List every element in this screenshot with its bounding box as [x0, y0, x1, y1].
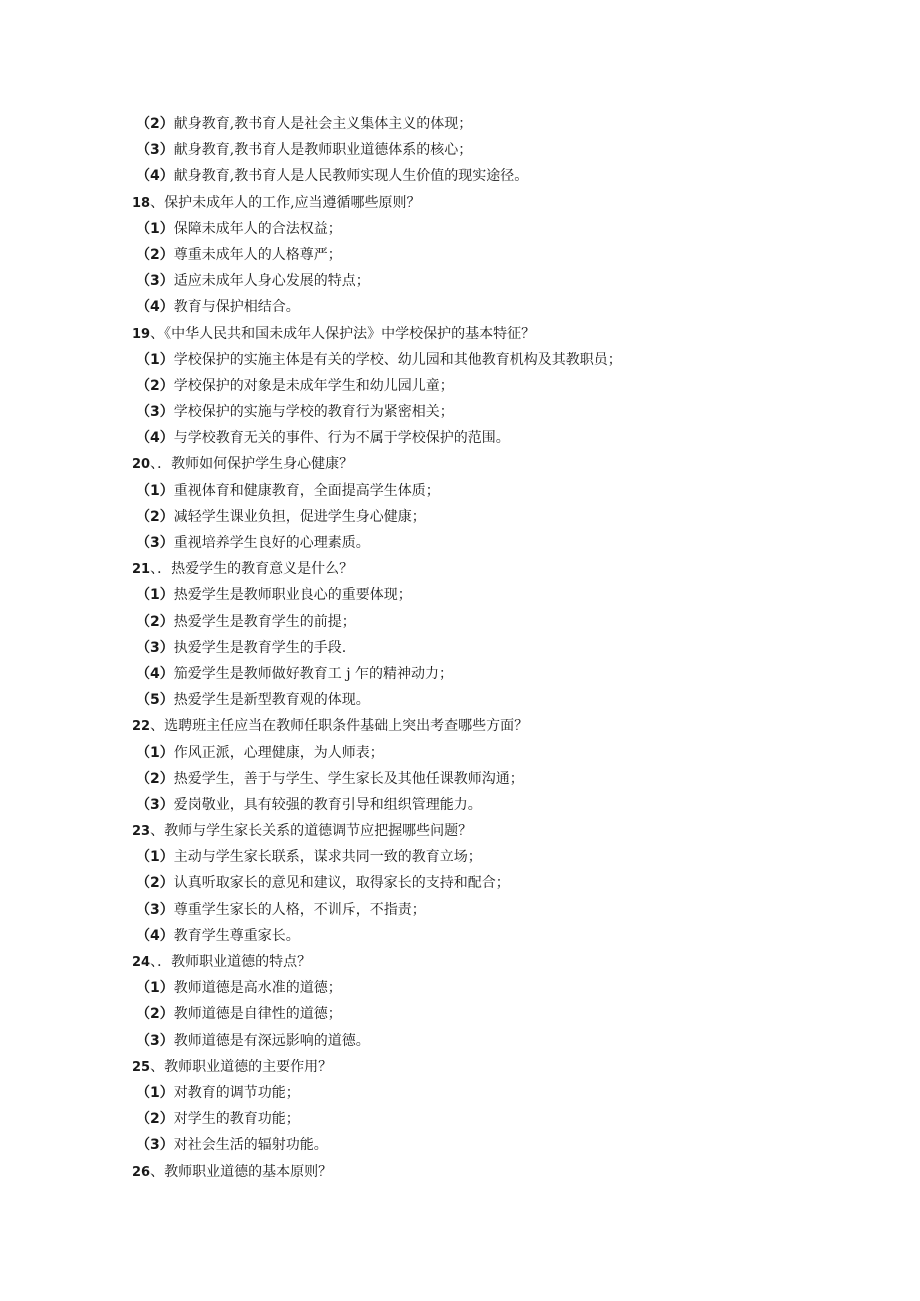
question-line	[132, 713, 832, 739]
item-number: （2）	[136, 770, 174, 787]
item-text: 对社会生活的辐射功能。	[173, 1137, 328, 1154]
question-text: 、《中华人民共和国未成年人保护法》中学校保护的基本特征？	[150, 325, 536, 342]
question-number: 26	[132, 1164, 151, 1180]
item-number: （2）	[136, 1006, 174, 1023]
item-text: 献身教育,教书育人是人民教师实现人生价值的现实途径。	[173, 168, 529, 185]
answer-item	[132, 216, 832, 242]
item-number: （1）	[136, 980, 174, 997]
item-number: （1）	[136, 351, 174, 368]
answer-item	[132, 635, 832, 661]
question-line	[132, 556, 832, 582]
item-text: 对教育的调节功能；	[173, 1084, 300, 1101]
item-text: 与学校教育无关的事件、行为不属于学校保护的范围。	[173, 430, 510, 447]
item-number: （3）	[136, 901, 174, 918]
question-number: 25	[132, 1059, 151, 1075]
question-number: 23	[132, 824, 151, 840]
answer-item	[132, 1106, 832, 1132]
item-number: （2）	[136, 246, 174, 263]
question-text: 、．教师如何保护学生身心健康？	[150, 456, 354, 473]
answer-item	[132, 870, 832, 896]
answer-item	[132, 687, 832, 713]
question-text: 、教师与学生家长关系的道德调节应把握哪些问题？	[150, 823, 473, 840]
answer-item	[132, 268, 832, 294]
item-text: 教师道德是自律性的道德；	[173, 1006, 342, 1023]
item-text: 保障未成年人的合法权益；	[173, 220, 342, 237]
question-number: 19	[132, 326, 151, 342]
answer-item	[132, 975, 832, 1001]
question-number: 20	[132, 457, 151, 473]
answer-item	[132, 399, 832, 425]
question-text: 、．热爱学生的教育意义是什么？	[150, 561, 354, 578]
answer-item	[132, 530, 832, 556]
answer-item	[132, 294, 832, 320]
question-text: 、教师职业道德的基本原则？	[150, 1163, 333, 1180]
item-text: 学校保护的实施主体是有关的学校、幼儿园和其他教育机构及其教职员；	[173, 351, 622, 368]
document-page	[132, 111, 832, 1185]
item-text: 认真听取家长的意见和建议，取得家长的支持和配合；	[173, 875, 510, 892]
answer-item	[132, 792, 832, 818]
item-text: 主动与学生家长联系，谋求共同一致的教育立场；	[173, 849, 482, 866]
item-text: 献身教育,教书育人是社会主义集体主义的体现；	[173, 116, 473, 132]
answer-item	[132, 766, 832, 792]
answer-item	[132, 844, 832, 870]
answer-item	[132, 661, 832, 687]
item-number: （2）	[136, 875, 174, 892]
item-text: 学校保护的对象是未成年学生和幼儿园儿童；	[173, 377, 454, 394]
item-text: 笳爱学生是教师做好教育工 j 乍的精神动力；	[173, 665, 453, 682]
item-number: （1）	[136, 744, 174, 761]
question-line	[132, 818, 832, 844]
item-number: （1）	[136, 587, 174, 604]
answer-item	[132, 504, 832, 530]
item-number: （1）	[136, 482, 174, 499]
answer-item	[132, 923, 832, 949]
answer-item	[132, 347, 832, 373]
answer-item	[132, 609, 832, 635]
item-number: （3）	[136, 639, 174, 656]
item-number: （4）	[136, 430, 174, 447]
question-line	[132, 451, 832, 477]
item-text: 热爱学生是教育学生的前提；	[173, 613, 356, 630]
answer-item	[132, 1028, 832, 1054]
item-number: （5）	[136, 692, 174, 709]
item-text: 教育与保护相结合。	[173, 299, 300, 316]
item-number: （3）	[136, 1032, 174, 1049]
item-text: 教师道德是高水准的道德；	[173, 980, 342, 997]
item-number: （3）	[136, 404, 174, 421]
question-line	[132, 1054, 832, 1080]
item-number: （3）	[136, 273, 174, 290]
question-text: 、．教师职业道德的特点？	[150, 954, 312, 970]
question-number: 24	[132, 955, 151, 970]
item-number: （3）	[136, 1137, 174, 1154]
item-text: 热爱学生是教师职业良心的重要体现；	[173, 587, 412, 604]
item-text: 教师道德是有深远影响的道德。	[173, 1032, 370, 1049]
item-text: 尊重学生家长的人格，不训斥，不指责；	[173, 901, 426, 918]
item-text: 学校保护的实施与学校的教育行为紧密相关；	[173, 404, 454, 421]
item-text: 热爱学生，善于与学生、学生家长及其他任课教师沟通；	[173, 770, 524, 787]
item-number: （1）	[136, 1084, 174, 1101]
item-number: （3）	[136, 796, 174, 813]
item-number: （4）	[136, 927, 174, 944]
answer-item	[132, 163, 832, 189]
answer-item	[132, 740, 832, 766]
item-text: 尊重未成年人的人格尊严；	[173, 246, 342, 263]
question-line	[132, 321, 832, 347]
question-number: 22	[132, 719, 151, 735]
item-text: 教育学生尊重家长。	[173, 927, 300, 944]
question-line	[132, 1159, 832, 1185]
answer-item	[132, 242, 832, 268]
question-text: 、选聘班主任应当在教师任职条件基础上突出考查哪些方面？	[150, 718, 529, 735]
item-text: 减轻学生课业负担，促进学生身心健康；	[173, 508, 426, 525]
answer-item	[132, 1080, 832, 1106]
answer-item	[132, 582, 832, 608]
item-text: 作风正派，心理健康，为人师表；	[173, 744, 384, 761]
item-number: （1）	[136, 220, 174, 237]
item-number: （4）	[136, 665, 174, 682]
item-number: （2）	[136, 377, 174, 394]
item-text: 热爱学生是新型教育观的体现。	[173, 692, 370, 709]
answer-item	[132, 373, 832, 399]
item-text: 献身教育,教书育人是教师职业道德体系的核心；	[173, 142, 473, 159]
answer-item	[132, 425, 832, 451]
item-number: （2）	[136, 508, 174, 525]
item-number: （3）	[136, 142, 174, 159]
item-text: 重视培养学生良好的心理素质。	[173, 535, 370, 551]
answer-item	[132, 1132, 832, 1158]
item-text: 执爱学生是教育学生的手段.	[173, 639, 347, 656]
item-text: 重视体育和健康教育，全面提高学生体质；	[173, 482, 440, 499]
item-number: （4）	[136, 168, 174, 185]
item-number: （3）	[136, 535, 174, 551]
answer-item	[132, 897, 832, 923]
answer-item	[132, 111, 832, 137]
question-text: 、保护未成年人的工作,应当遵循哪些原则？	[150, 194, 421, 211]
answer-item	[132, 478, 832, 504]
question-number: 18	[132, 195, 151, 211]
item-text: 爱岗敬业，具有较强的教育引导和组织管理能力。	[173, 796, 482, 813]
item-text: 对学生的教育功能；	[173, 1111, 300, 1128]
question-number: 21	[132, 562, 151, 578]
question-line	[132, 949, 832, 975]
item-number: （2）	[136, 116, 174, 132]
answer-item	[132, 1001, 832, 1027]
item-number: （2）	[136, 1111, 174, 1128]
question-line	[132, 190, 832, 216]
answer-item	[132, 137, 832, 163]
question-text: 、教师职业道德的主要作用？	[150, 1058, 333, 1075]
item-number: （2）	[136, 613, 174, 630]
item-number: （4）	[136, 299, 174, 316]
item-number: （1）	[136, 849, 174, 866]
item-text: 适应未成年人身心发展的特点；	[173, 273, 370, 290]
